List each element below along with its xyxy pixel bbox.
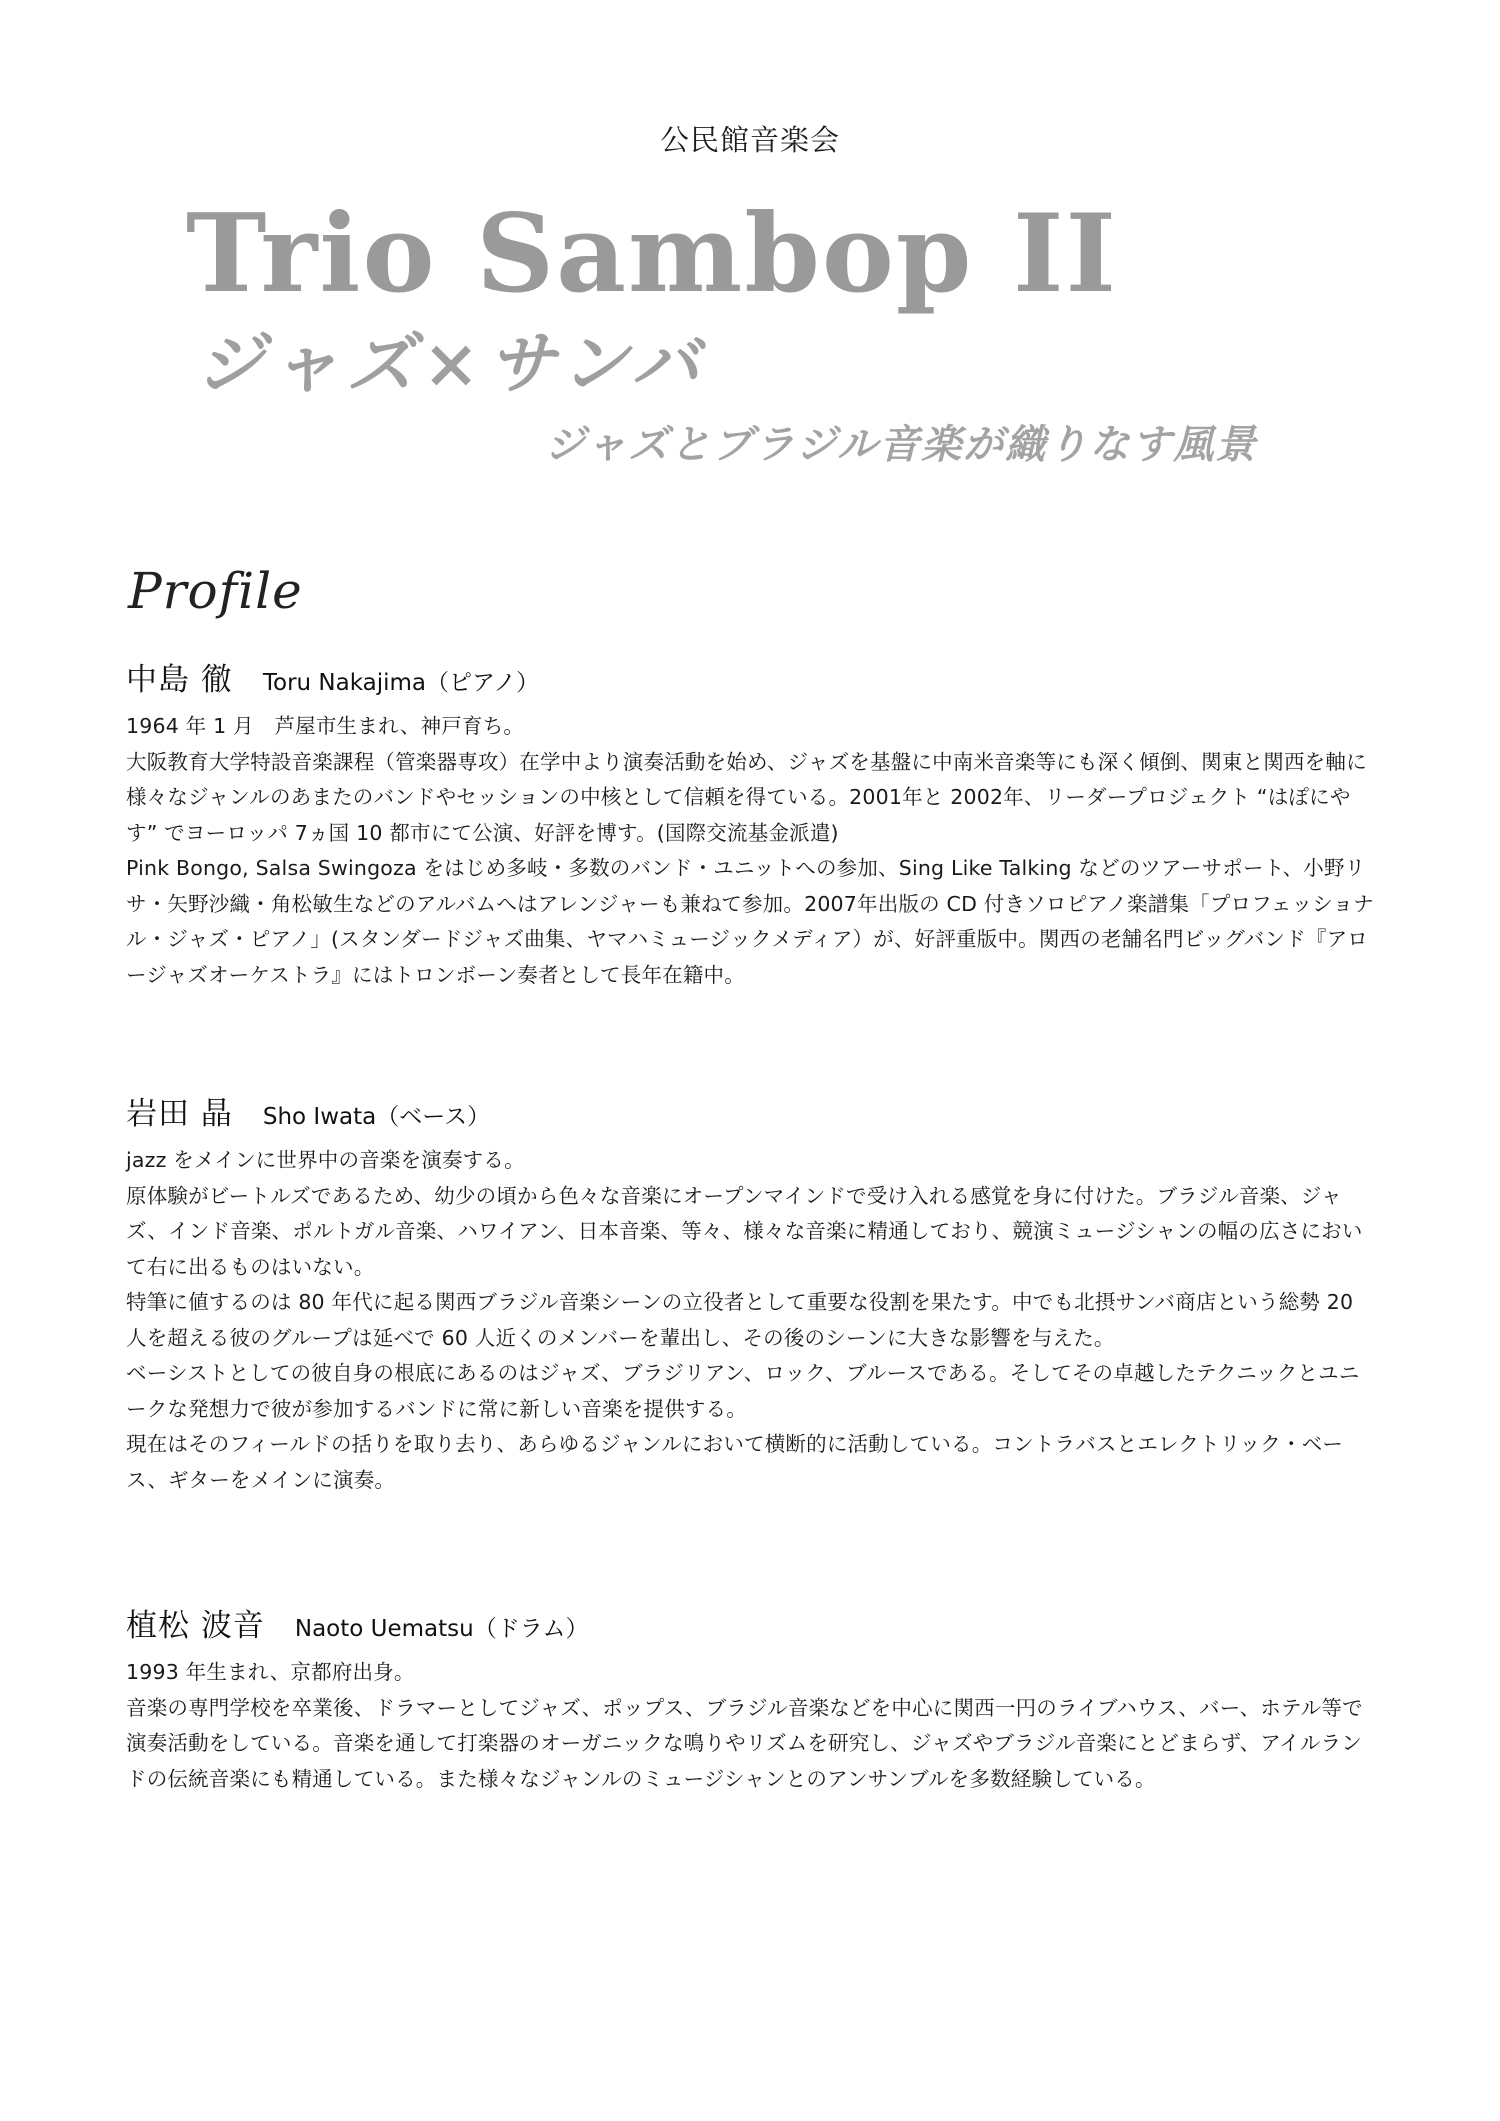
profile-nakajima bbox=[126, 654, 1376, 993]
bio-paragraph: ベーシストとしての彼自身の根底にあるのはジャズ、ブラジリアン、ロック、ブルースである。そしてその卓越したテクニックとユニークな発想力で彼が参加するバンドに常に新しい音楽を提供する。 bbox=[126, 1361, 1360, 1421]
profile-name-en: Naoto Uematsu（ドラム） bbox=[294, 1616, 589, 1642]
profile-heading: Profile bbox=[128, 562, 303, 620]
profile-name-en: Sho Iwata（ベース） bbox=[262, 1104, 491, 1130]
profile-name-line bbox=[126, 654, 1376, 699]
bio-paragraph: 特筆に値するのは 80 年代に起る関西ブラジル音楽シーンの立役者として重要な役割を果たす。中でも北摂サンバ商店という総勢 20 人を超える彼のグループは延べで 60 人近くのメンバーを輩出し、その後のシーンに大きな影響を与えた。 bbox=[126, 1290, 1354, 1350]
event-subtitle: 公民館音楽会 bbox=[659, 123, 840, 157]
event-tagline: ジャズとブラジル音楽が織りなす風景 bbox=[545, 421, 1258, 468]
profile-name-line bbox=[126, 1600, 1376, 1645]
profile-name-ja: 中島 徹 bbox=[126, 662, 233, 698]
profile-name-ja: 岩田 晶 bbox=[126, 1096, 233, 1132]
profile-bio bbox=[126, 709, 1376, 993]
profile-uematsu bbox=[126, 1600, 1376, 1797]
bio-paragraph: 大阪教育大学特設音楽課程（管楽器専攻）在学中より演奏活動を始め、ジャズを基盤に中南米音楽等にも深く傾倒、関東と関西を軸に様々なジャンルのあまたのバンドやセッションの中核として信頼を得ている。2001年と 2002年、リーダープロジェクト “はぽにやす” でヨーロッパ 7ヵ国 10 都市にて公演、好評を博す。(国際交流基金派遣) bbox=[126, 749, 1367, 845]
profile-name-ja: 植松 波音 bbox=[126, 1608, 265, 1644]
bio-paragraph: 音楽の専門学校を卒業後、ドラマーとしてジャズ、ポップス、ブラジル音楽などを中心に関西一円のライブハウス、バー、ホテル等で演奏活動をしている。音楽を通して打楽器のオーガニックな鳴りやリズムを研究し、ジャズやブラジル音楽にとどまらず、アイルランドの伝統音楽にも精通している。また様々なジャンルのミュージシャンとのアンサンブルを多数経験している。 bbox=[126, 1695, 1363, 1791]
bio-paragraph: Pink Bongo, Salsa Swingoza をはじめ多岐・多数のバンド・ユニットへの参加、Sing Like Talking などのツアーサポート、小野リサ・矢野沙織・角松敏生などのアルバムへはアレンジャーも兼ねて参加。2007年出版の CD 付きソロピアノ楽譜集「プロフェッショナル・ジャズ・ピアノ」(スタンダードジャズ曲集、ヤマハミュージックメディア）が、好評重版中。関西の老舗名門ビッグバンド『アロージャズオーケストラ』にはトロンボーン奏者として長年在籍中。 bbox=[126, 856, 1375, 987]
bio-paragraph: 原体験がビートルズであるため、幼少の頃から色々な音楽にオープンマインドで受け入れる感覚を身に付けた。ブラジル音楽、ジャズ、インド音楽、ポルトガル音楽、ハワイアン、日本音楽、等々、様々な音楽に精通しており、競演ミュージシャンの幅の広さにおいて右に出るものはいない。 bbox=[126, 1183, 1363, 1279]
event-title: Trio Sambop II bbox=[186, 191, 1119, 317]
bio-paragraph: jazz をメインに世界中の音楽を演奏する。 bbox=[126, 1148, 525, 1172]
bio-paragraph: 1964 年 1 月 芦屋市生まれ、神戸育ち。 bbox=[126, 714, 525, 738]
profile-bio bbox=[126, 1655, 1376, 1797]
bio-paragraph: 現在はそのフィールドの括りを取り去り、あらゆるジャンルにおいて横断的に活動している。コントラバスとエレクトリック・ベース、ギターをメインに演奏。 bbox=[126, 1432, 1344, 1492]
bio-paragraph: 1993 年生まれ、京都府出身。 bbox=[126, 1660, 415, 1684]
event-title-sub: ジャズ×サンバ bbox=[196, 324, 708, 404]
profile-name-line bbox=[126, 1088, 1376, 1133]
profile-iwata bbox=[126, 1088, 1376, 1498]
profile-name-en: Toru Nakajima（ピアノ） bbox=[262, 670, 540, 696]
profile-bio bbox=[126, 1143, 1376, 1498]
